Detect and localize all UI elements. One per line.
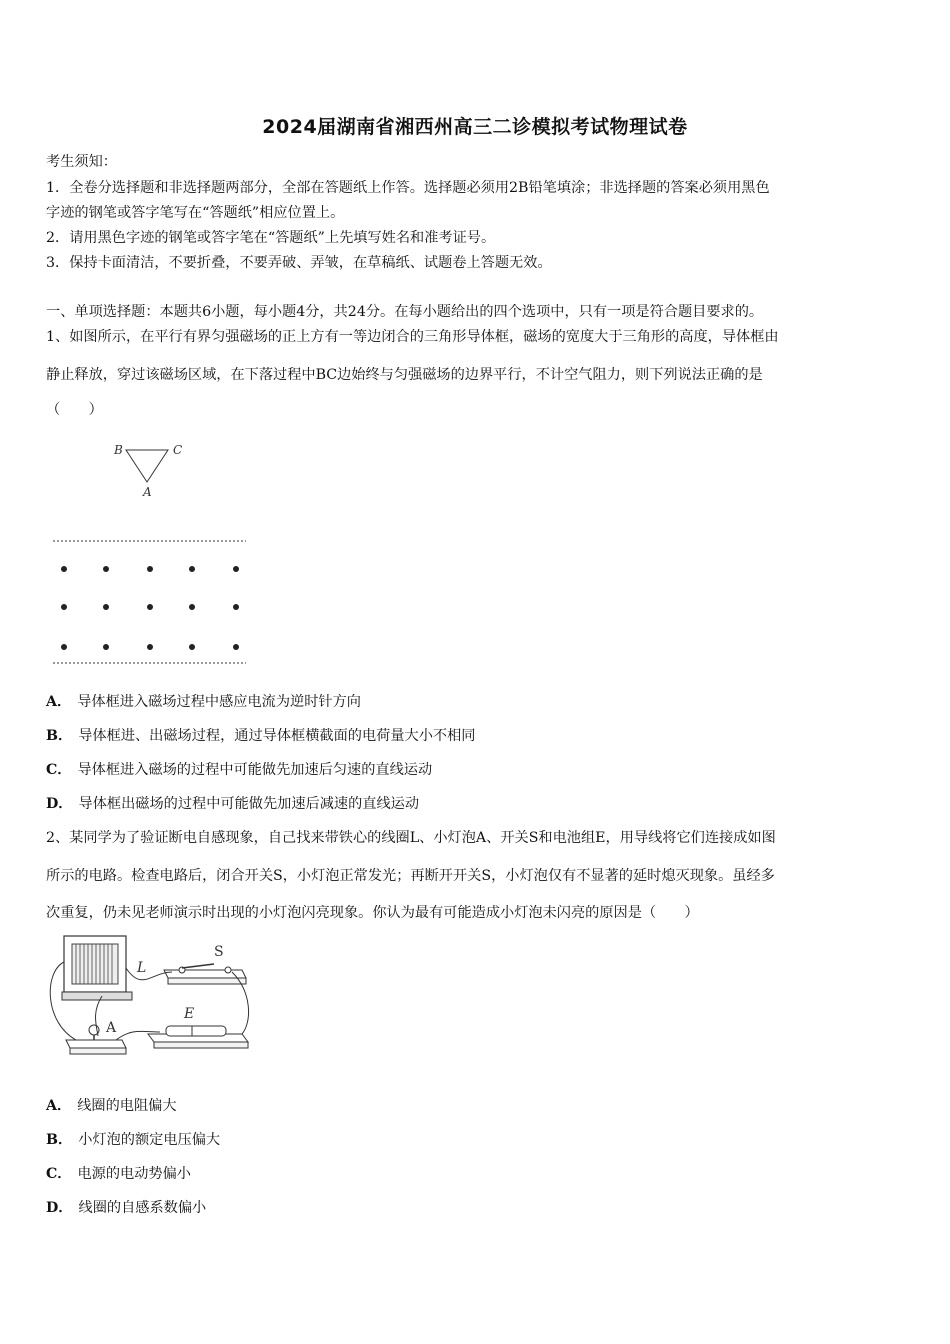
section-heading: 一、单项选择题：本题共6小题，每小题4分，共24分。在每小题给出的四个选项中，只有一项是符合题目要求的。	[46, 304, 764, 320]
option-text: 线圈的自感系数偏小	[78, 1200, 207, 1216]
q1-option-d[interactable]	[46, 794, 419, 814]
option-key: A．	[46, 1098, 72, 1114]
notice-item-2: 2．请用黑色字迹的钢笔或答字笔在“答题纸”上先填写姓名和准考证号。	[46, 230, 496, 246]
option-text: 导体框进入磁场的过程中可能做先加速后匀速的直线运动	[77, 762, 433, 778]
field-dot	[189, 604, 195, 610]
q1-option-a[interactable]	[46, 692, 361, 712]
option-text: 导体框进入磁场过程中感应电流为逆时针方向	[77, 694, 361, 710]
label-s: S	[214, 944, 224, 960]
option-key: B．	[46, 1132, 73, 1148]
label-a: A	[143, 485, 152, 499]
option-text: 导体框出磁场的过程中可能做先加速后减速的直线运动	[78, 796, 420, 812]
field-dot	[147, 644, 153, 650]
option-text: 电源的电动势偏小	[77, 1166, 191, 1182]
field-dot	[103, 566, 109, 572]
q1-stem-line-2: 静止释放，穿过该磁场区域，在下落过程中BC边始终与匀强磁场的边界平行，不计空气阻力，则下列说法正确的是	[46, 367, 763, 383]
q2-option-a[interactable]	[46, 1096, 177, 1116]
field-dots	[61, 566, 239, 650]
battery-board	[148, 1026, 248, 1048]
notice-item-1: 1．全卷分选择题和非选择题两部分，全部在答题纸上作答。选择题必须用2B铅笔填涂；非选择题的答案必须用黑色	[46, 180, 770, 196]
label-e: E	[184, 1006, 195, 1022]
q1-option-b[interactable]	[46, 726, 475, 746]
q2-option-d[interactable]	[46, 1198, 206, 1218]
q1-magnetic-field-figure	[50, 535, 250, 670]
exam-title: 2024届湖南省湘西州高三二诊模拟考试物理试卷	[262, 116, 688, 138]
field-dot	[233, 644, 239, 650]
option-key: B．	[46, 728, 73, 744]
label-a-lamp: A	[106, 1020, 117, 1036]
option-key: A．	[46, 694, 72, 710]
q1-option-c[interactable]	[46, 760, 432, 780]
q1-triangle-figure	[110, 440, 200, 500]
field-dot	[189, 644, 195, 650]
field-dot	[189, 566, 195, 572]
label-b: B	[114, 443, 123, 457]
option-key: C．	[46, 762, 72, 778]
option-text: 导体框进、出磁场过程，通过导体框横截面的电荷量大小不相同	[78, 728, 476, 744]
notice-item-1-cont: 字迹的钢笔或答字笔写在“答题纸”相应位置上。	[46, 205, 345, 221]
coil-with-iron-core	[62, 936, 132, 1000]
option-key: D．	[46, 1200, 73, 1216]
field-dot	[233, 604, 239, 610]
label-c: C	[173, 443, 183, 457]
notice-heading: 考生须知：	[46, 154, 117, 170]
option-text: 线圈的电阻偏大	[77, 1098, 177, 1114]
label-l: L	[137, 960, 147, 976]
q1-stem-line-1: 1、如图所示，在平行有界匀强磁场的正上方有一等边闭合的三角形导体框，磁场的宽度大于三角形的高度，导体框由	[46, 329, 779, 345]
field-dot	[147, 604, 153, 610]
field-dot	[103, 644, 109, 650]
notice-item-3: 3．保持卡面清洁，不要折叠，不要弄破、弄皱，在草稿纸、试题卷上答题无效。	[46, 255, 552, 271]
option-key: C．	[46, 1166, 72, 1182]
field-dot	[61, 604, 67, 610]
q2-option-c[interactable]	[46, 1164, 191, 1184]
q2-stem-line-2: 所示的电路。检查电路后，闭合开关S，小灯泡正常发光；再断开开关S，小灯泡仅有不显著的延时熄灭现象。虽经多	[46, 868, 775, 884]
field-dot	[147, 566, 153, 572]
q2-stem-line-1: 2、某同学为了验证断电自感现象，自己找来带铁心的线圈L、小灯泡A、开关S和电池组E，用导线将它们连接成如图	[46, 830, 776, 846]
field-dot	[61, 566, 67, 572]
field-dot	[103, 604, 109, 610]
q1-stem-line-3: （ ）	[46, 402, 103, 418]
q2-stem-line-3: 次重复，仍未见老师演示时出现的小灯泡闪亮现象。你认为最有可能造成小灯泡未闪亮的原因是（ ）	[46, 905, 699, 921]
field-dot	[233, 566, 239, 572]
field-dot	[61, 644, 67, 650]
option-text: 小灯泡的额定电压偏大	[78, 1132, 221, 1148]
option-key: D．	[46, 796, 73, 812]
triangle-frame	[126, 450, 168, 482]
q2-option-b[interactable]	[46, 1130, 220, 1150]
q2-circuit-figure	[42, 932, 252, 1062]
